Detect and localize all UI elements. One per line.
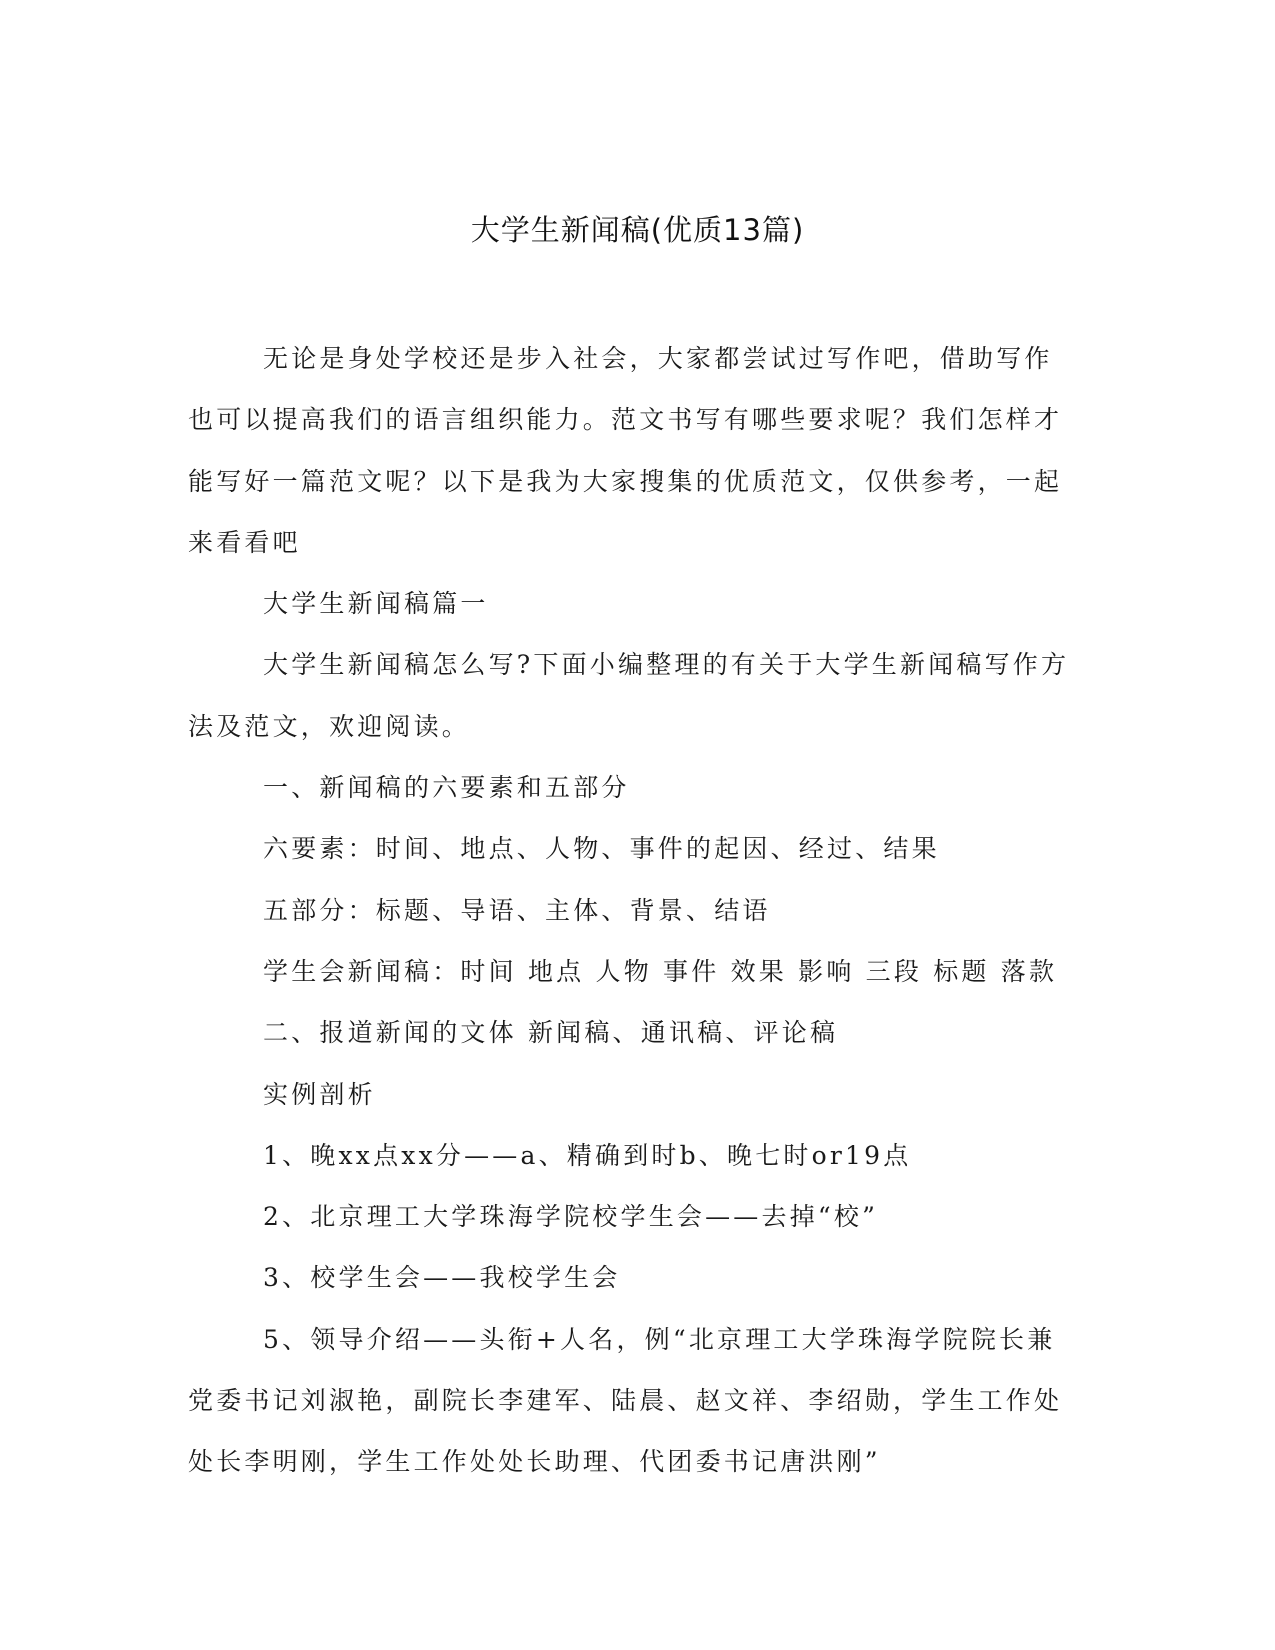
body-line-elements-heading: 一、新闻稿的六要素和五部分 [263, 773, 630, 803]
body-line-example-3: 3、校学生会——我校学生会 [263, 1263, 621, 1293]
body-line-case-analysis: 实例剖析 [263, 1079, 376, 1109]
body-line-five-parts: 五部分：标题、导语、主体、背景、结语 [263, 895, 771, 925]
intro-paragraph: 无论是身处学校还是步入社会，大家都尝试过写作吧，借助写作也可以提高我们的语言组织能力。范文书写有哪些要求呢？我们怎样才能写好一篇范文呢？以下是我为大家搜集的优质范文，仅供参考，一起来看看吧 [188, 344, 1063, 557]
leader-intro-paragraph: 5、领导介绍——头衔+人名，例“北京理工大学珠海学院院长兼党委书记刘淑艳，副院长李建军、陆晨、赵文祥、李绍勋，学生工作处处长李明刚，学生工作处处长助理、代团委书记唐洪刚” [188, 1324, 1063, 1477]
section-intro-paragraph: 大学生新闻稿怎么写?下面小编整理的有关于大学生新闻稿写作方法及范文，欢迎阅读。 [188, 650, 1070, 741]
document-body [188, 328, 1078, 1493]
body-line-student-union-news: 学生会新闻稿：时间 地点 人物 事件 效果 影响 三段 标题 落款 [263, 956, 1058, 986]
document-title: 大学生新闻稿(优质13篇) [470, 213, 805, 247]
body-line-news-genres: 二、报道新闻的文体 新闻稿、通讯稿、评论稿 [263, 1018, 839, 1048]
section-heading: 大学生新闻稿篇一 [263, 589, 489, 619]
body-line-example-2: 2、北京理工大学珠海学院校学生会——去掉“校” [263, 1202, 879, 1232]
body-line-example-1: 1、晚xx点xx分——a、精确到时b、晚七时or19点 [263, 1140, 912, 1170]
body-line-six-elements: 六要素：时间、地点、人物、事件的起因、经过、结果 [263, 834, 940, 864]
